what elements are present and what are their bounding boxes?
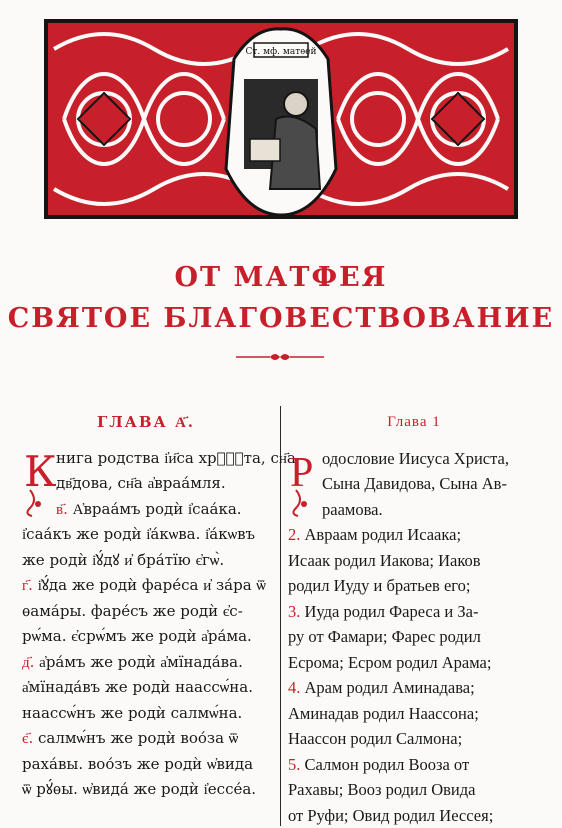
verse-number: 3.: [288, 602, 300, 621]
text-line: Сына Давидова, Сына Ав-: [288, 471, 540, 497]
text-line: 2. Авраам родил Исаака;: [288, 522, 540, 548]
saint-matthew-headpiece-icon: [44, 19, 518, 219]
text-line: родил Иуду и братьев его;: [288, 573, 540, 599]
text-line: ѳама́ры. фаре́съ же родѝ є҆с-: [22, 599, 270, 625]
verse-number: 4.: [288, 678, 300, 697]
verse-number: є҃.: [22, 729, 33, 747]
page-title-line2: СВЯТОЕ БЛАГОВЕСТВОВАНИЕ: [0, 303, 562, 334]
verse-line: в҃. А҆враа́мъ родѝ і҆саа́ка.: [22, 497, 270, 523]
text-line: Есрома; Есром родил Арама;: [288, 650, 540, 676]
verse-line: г҃. і҆ꙋ́да же родѝ фаре́са и҆ за́ра ѿ: [22, 573, 270, 599]
verse-number: д҃.: [22, 653, 34, 671]
text-line: от Руфи; Овид родил Иессея;: [288, 803, 540, 828]
text-line: рѡ́ма. є҆срѡ́мъ же родѝ а҆ра́ма.: [22, 624, 270, 650]
text-line: Наассон родил Салмона;: [288, 726, 540, 752]
verse-line: є҃. салмѡ́нъ же родѝ воо́за ѿ: [22, 726, 270, 752]
text-line: Исаак родил Иакова; Иаков: [288, 548, 540, 574]
text-line: 3. Иуда родил Фареса и За-: [288, 599, 540, 625]
text-line: ѿ рꙋ́ѳы. ѡ҆вида́ же родѝ і҆ессе́а.: [22, 777, 270, 803]
text-line: же родѝ і҆ꙋ́дꙋ и҆ бра́тїю є҆гѡ̀.: [22, 548, 270, 574]
text-line: 5. Салмон родил Вооза от: [288, 752, 540, 778]
text-line: а҆мїнада́въ же родѝ наассѡ́на.: [22, 675, 270, 701]
text-line: Рахавы; Вооз родил Овида: [288, 777, 540, 803]
verse-number: в҃.: [56, 500, 68, 518]
text-line: дв҃дова, сн҃а а҆враа́мля.: [22, 471, 270, 497]
slavonic-column: [22, 406, 270, 803]
page-title-line1: ОТ МАТФЕЯ: [0, 262, 562, 293]
svg-text:Р: Р: [290, 450, 313, 496]
text-line: наассѡ́нъ же родѝ салмѡ́на.: [22, 701, 270, 727]
chapter-heading-slavonic: ГЛАВА А҃.: [22, 410, 270, 436]
text-line: і҆саа́къ же родѝ і҆а́кѡва. і҆а́кѡвъ: [22, 522, 270, 548]
text-line: 4. Арам родил Аминадава;: [288, 675, 540, 701]
text-line: раха́вы. воо́зъ же родѝ ѡ҆вида: [22, 752, 270, 778]
verse-line: д҃. а҆ра́мъ же родѝ а҆мїнада́ва.: [22, 650, 270, 676]
verse-number: 5.: [288, 755, 300, 774]
dropcap-k-icon: [22, 446, 52, 516]
text-line: раамова.: [288, 497, 540, 523]
chapter-heading-russian: Глава 1: [288, 410, 540, 436]
text-line: нига родства і҆и҃са хр҇ⷭ҇та, сн҃а: [22, 446, 270, 472]
verse-number: 2.: [288, 525, 300, 544]
verse-number: г҃.: [22, 576, 33, 594]
text-line: ру от Фамари; Фарес родил: [288, 624, 540, 650]
russian-column: [288, 406, 540, 828]
svg-text:К: К: [24, 447, 57, 496]
text-line: Аминадав родил Наассона;: [288, 701, 540, 727]
ornament-divider-icon: [236, 350, 324, 364]
svg-text:Ст. мф. матѳей: Ст. мф. матѳей: [246, 47, 317, 57]
text-line: одословие Иисуса Христа,: [288, 446, 540, 472]
dropcap-r-icon: [288, 446, 318, 516]
